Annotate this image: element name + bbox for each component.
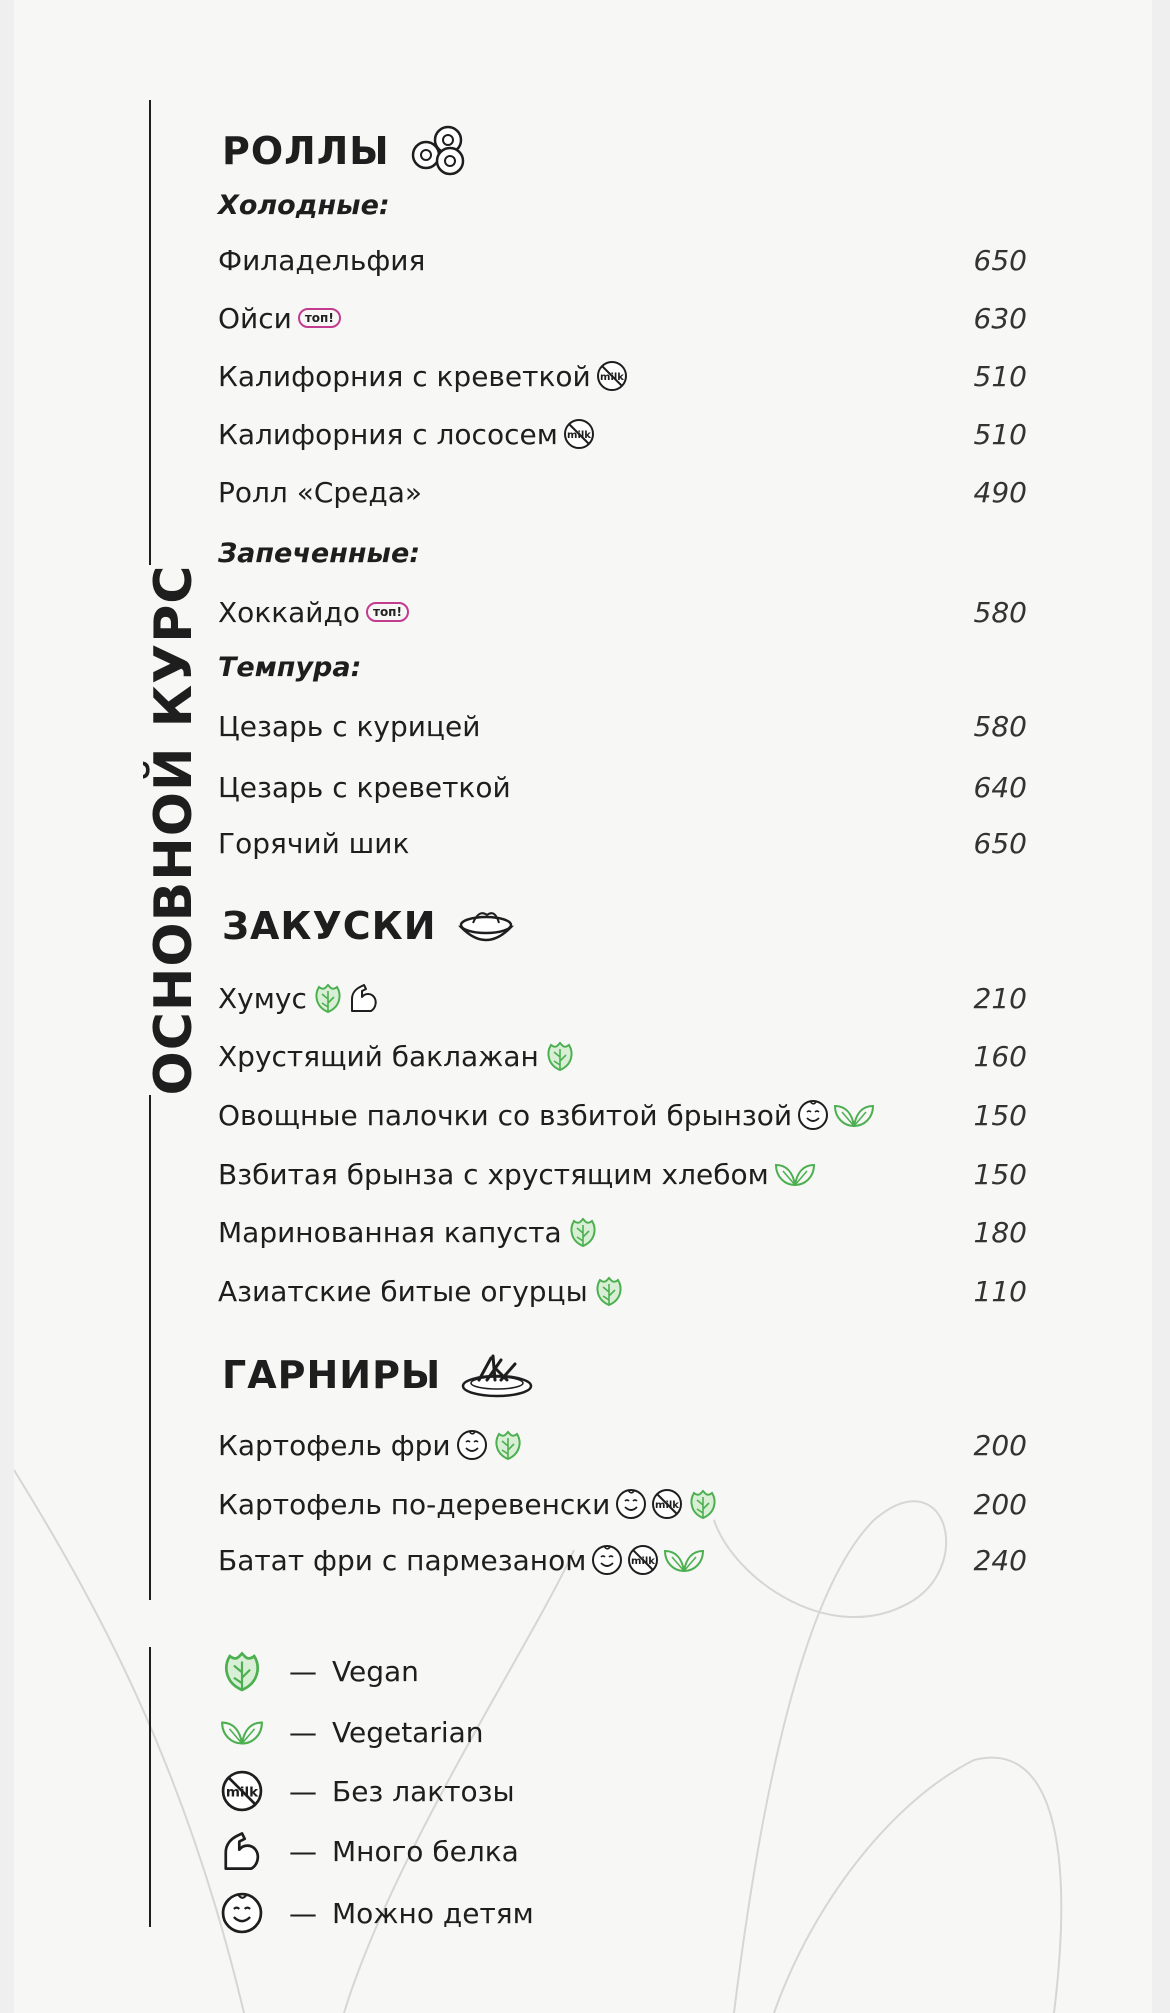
vegan-icon (210, 1648, 274, 1694)
menu-item-marks (590, 1543, 706, 1577)
dip-bowl-icon (457, 903, 515, 949)
vegetarian-icon (832, 1098, 876, 1132)
menu-item-price: 580 (973, 595, 1027, 629)
legend-dash: — (289, 1715, 317, 1749)
kids-icon (614, 1487, 648, 1521)
vertical-rule-bottom (149, 1095, 151, 1600)
menu-item-marks (566, 1215, 600, 1249)
menu-item-marks (311, 981, 381, 1015)
menu-item-price: 240 (973, 1543, 1027, 1577)
vertical-rule-legend (149, 1647, 151, 1927)
menu-item-name: Картофель по-деревенски (218, 1487, 611, 1521)
menu-item (218, 298, 1027, 338)
svg-text:milk: milk (599, 372, 624, 383)
subheading-cold: Холодные: (218, 190, 390, 221)
milk-free-icon (562, 417, 596, 451)
menu-item (218, 414, 1027, 454)
vegan-icon (592, 1274, 626, 1308)
menu-item-name: Ойси (218, 301, 292, 335)
menu-item-price: 150 (973, 1157, 1027, 1191)
protein-icon (210, 1828, 274, 1874)
menu-item-name: Хрустящий баклажан (218, 1039, 539, 1073)
menu-item-name: Горячий шик (218, 826, 410, 860)
menu-item-marks (296, 308, 341, 328)
menu-item-price: 640 (973, 770, 1027, 804)
menu-item-name: Азиатские битые огурцы (218, 1274, 588, 1308)
menu-item-marks (592, 1274, 626, 1308)
menu-item-price: 490 (973, 475, 1027, 509)
vegetarian-icon (662, 1543, 706, 1577)
menu-item-price: 510 (973, 417, 1027, 451)
subheading-baked: Запеченные: (218, 538, 421, 569)
menu-item (218, 767, 1027, 807)
protein-icon (347, 981, 381, 1015)
svg-text:milk: milk (655, 1500, 680, 1511)
vertical-rule-top (149, 100, 151, 565)
menu-item-marks (773, 1157, 817, 1191)
legend-label: Без лактозы (332, 1774, 515, 1808)
legend-row (210, 1710, 484, 1754)
section-title-rolls-text: РОЛЛЫ (222, 129, 390, 173)
legend-label: Много белка (332, 1834, 519, 1868)
fries-plate-icon (461, 1350, 533, 1400)
vegetarian-icon (773, 1157, 817, 1191)
legend-label: Vegan (332, 1654, 419, 1688)
menu-item (218, 706, 1027, 746)
vegan-icon (491, 1428, 525, 1462)
menu-item (218, 240, 1027, 280)
legend-dash: — (289, 1834, 317, 1868)
kids-icon (796, 1098, 830, 1132)
menu-item-price: 110 (973, 1274, 1027, 1308)
vegan-icon (311, 981, 345, 1015)
vegan-icon (543, 1039, 577, 1073)
section-title-sides (222, 1350, 533, 1400)
menu-item-name: Маринованная капуста (218, 1215, 562, 1249)
menu-item-price: 180 (973, 1215, 1027, 1249)
menu-item-price: 630 (973, 301, 1027, 335)
side-title: ОСНОВНОЙ КУРС (144, 564, 204, 1096)
menu-item-name: Батат фри с пармезаном (218, 1543, 587, 1577)
menu-item-price: 210 (973, 981, 1027, 1015)
menu-item (218, 472, 1027, 512)
menu-item (218, 1036, 1027, 1076)
menu-item (218, 1212, 1027, 1252)
menu-item-name: Филадельфия (218, 243, 426, 277)
milk-free-icon (650, 1487, 684, 1521)
menu-item-name: Цезарь с креветкой (218, 770, 511, 804)
menu-item (218, 1425, 1027, 1465)
legend-dash: — (289, 1896, 317, 1930)
section-title-snacks (222, 903, 515, 949)
menu-item-price: 650 (973, 243, 1027, 277)
section-title-snacks-text: ЗАКУСКИ (222, 904, 437, 948)
menu-item-price: 200 (973, 1487, 1027, 1521)
menu-item-marks (562, 417, 596, 451)
menu-item-name: Ролл «Среда» (218, 475, 423, 509)
menu-item-marks (614, 1487, 720, 1521)
menu-item (218, 356, 1027, 396)
menu-item (218, 1271, 1027, 1311)
legend-row (210, 1649, 419, 1693)
legend-label: Vegetarian (332, 1715, 484, 1749)
legend-row (210, 1829, 519, 1873)
menu-item-price: 510 (973, 359, 1027, 393)
sushi-rolls-icon (410, 125, 468, 177)
menu-item-name: Калифорния с креветкой (218, 359, 591, 393)
milk-free-icon (210, 1768, 274, 1814)
menu-item-marks (595, 359, 629, 393)
menu-item-price: 150 (973, 1098, 1027, 1132)
menu-item-name: Цезарь с курицей (218, 709, 481, 743)
section-title-rolls (222, 125, 468, 177)
menu-item (218, 592, 1027, 632)
subheading-tempura: Темпура: (218, 652, 362, 683)
menu-item-marks (543, 1039, 577, 1073)
legend-label: Можно детям (332, 1896, 534, 1930)
menu-item (218, 1540, 1027, 1580)
menu-item-name: Хумус (218, 981, 307, 1015)
menu-item-price: 650 (973, 826, 1027, 860)
legend-dash: — (289, 1654, 317, 1688)
vegetarian-icon (210, 1709, 274, 1755)
menu-item-marks (455, 1428, 525, 1462)
menu-item-name: Калифорния с лососем (218, 417, 558, 451)
legend-dash: — (289, 1774, 317, 1808)
svg-text:milk: milk (566, 430, 591, 441)
kids-icon (590, 1543, 624, 1577)
milk-free-icon (595, 359, 629, 393)
menu-item-marks (364, 602, 409, 622)
svg-text:milk: milk (631, 1556, 656, 1567)
menu-item-price: 160 (973, 1039, 1027, 1073)
menu-item (218, 1154, 1027, 1194)
kids-icon (210, 1890, 274, 1936)
menu-item (218, 823, 1027, 863)
menu-item-price: 200 (973, 1428, 1027, 1462)
top-badge: топ! (366, 602, 409, 622)
menu-item-name: Хоккайдо (218, 595, 360, 629)
menu-item-name: Картофель фри (218, 1428, 451, 1462)
menu-item (218, 978, 1027, 1018)
menu-item-name: Овощные палочки со взбитой брынзой (218, 1098, 793, 1132)
menu-item-marks (796, 1098, 876, 1132)
menu-item-price: 580 (973, 709, 1027, 743)
kids-icon (455, 1428, 489, 1462)
menu-item (218, 1095, 1027, 1135)
legend-row (210, 1891, 534, 1935)
top-badge: топ! (298, 308, 341, 328)
section-title-sides-text: ГАРНИРЫ (222, 1353, 442, 1397)
svg-text:milk: milk (225, 1784, 259, 1801)
menu-item (218, 1484, 1027, 1524)
legend-row (210, 1769, 515, 1813)
vegan-icon (686, 1487, 720, 1521)
vegan-icon (566, 1215, 600, 1249)
menu-item-name: Взбитая брынза с хрустящим хлебом (218, 1157, 769, 1191)
milk-free-icon (626, 1543, 660, 1577)
